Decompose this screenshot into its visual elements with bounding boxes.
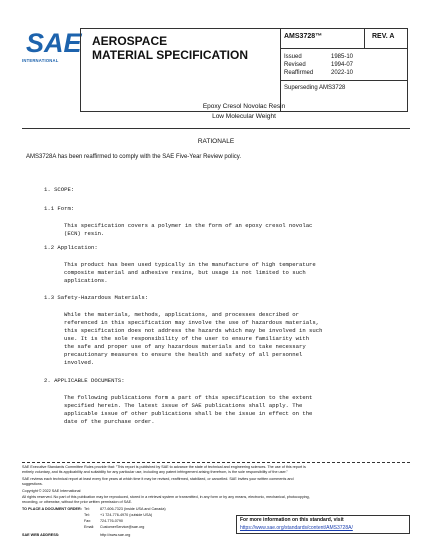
date-value-reaffirmed: 2022-10 bbox=[331, 70, 354, 76]
paragraph-line: While the materials, methods, applications, and processes described or bbox=[64, 311, 299, 318]
document-number: AMS3728™ bbox=[284, 33, 323, 40]
rationale-heading: RATIONALE bbox=[197, 138, 235, 145]
web-link[interactable]: http://www.sae.org bbox=[100, 533, 131, 537]
paragraph-line: involved. bbox=[64, 359, 95, 366]
paragraph-line: use. It is the sole responsibility of the user to ensure familiarity with bbox=[64, 335, 310, 342]
sae-logo bbox=[26, 22, 82, 60]
footer-text: entirely voluntary, and its applicability and suitability for any particular use, including any patent infringement arising therefrom, is the sole responsibility of the user." bbox=[22, 470, 288, 474]
paragraph-line: This product has been used typically in the manufacture of high temperature bbox=[64, 261, 316, 268]
subject-line1: Epoxy Cresol Novolac Resin bbox=[202, 103, 286, 110]
paragraph-line: applicable issue of other publications shall be the issue in effect on the bbox=[64, 410, 313, 417]
superseding-note: Superseding AMS3728 bbox=[284, 85, 346, 91]
rationale-text: AMS3728A has been reaffirmed to comply with the SAE Five-Year Review policy. bbox=[26, 154, 241, 160]
paragraph-line: The following publications form a part of this specification to the extent bbox=[64, 394, 313, 401]
info-text: For more information on this standard, visit bbox=[240, 517, 344, 523]
logo-subtitle: INTERNATIONAL bbox=[22, 58, 59, 63]
web-label: SAE WEB ADDRESS: bbox=[22, 533, 60, 537]
footer-text: SAE Executive Standards Committee Rules provide that: "This report is published by SAE to advance the state of technical and engineering sciences. The use of this report is bbox=[22, 465, 306, 469]
paragraph-line: specified herein. The latest issue of SAE publications shall apply. The bbox=[64, 402, 303, 409]
footer-divider bbox=[22, 462, 410, 464]
paragraph-line: the safe and proper use of any hazardous materials and to take necessary bbox=[64, 343, 306, 350]
standard-link[interactable]: https://www.sae.org/standards/content/AMS3728A/ bbox=[240, 525, 353, 531]
section-heading: 1.1 Form: bbox=[44, 205, 75, 212]
tel-value: +1 724-776-4970 (outside USA) bbox=[100, 513, 153, 517]
divider bbox=[22, 128, 410, 129]
fax-label: Fax: bbox=[84, 519, 92, 523]
revision-label: REV. A bbox=[372, 33, 395, 40]
tel-label: Tel: bbox=[84, 513, 90, 517]
section-heading: 2. APPLICABLE DOCUMENTS: bbox=[44, 377, 125, 384]
date-value-revised: 1994-07 bbox=[331, 62, 354, 68]
spec-title-line2: MATERIAL SPECIFICATION bbox=[92, 48, 248, 62]
paragraph-line: composite material and adhesive resins, but usage is not limited to such bbox=[64, 269, 306, 276]
section-heading: 1.3 Safety-Hazardous Materials: bbox=[44, 294, 149, 301]
divider bbox=[280, 28, 281, 112]
order-label: TO PLACE A DOCUMENT ORDER: bbox=[22, 507, 82, 511]
footer-text: SAE reviews each technical report at least every five years at which time it may be revised, reaffirmed, stabilized, or cancelled. SAE invites your written comments and bbox=[22, 477, 294, 481]
footer-text: suggestions. bbox=[22, 482, 43, 486]
date-label-reaffirmed: Reaffirmed bbox=[284, 70, 314, 76]
date-value-issued: 1985-10 bbox=[331, 54, 354, 60]
section-heading: 1. SCOPE: bbox=[44, 186, 75, 193]
email-link[interactable]: CustomerService@sae.org bbox=[100, 525, 145, 529]
divider bbox=[364, 28, 365, 48]
footer-text: recording, or otherwise, without the prior written permission of SAE. bbox=[22, 500, 133, 504]
fax-value: 724-776-0790 bbox=[100, 519, 123, 523]
tel-label: Tel: bbox=[84, 507, 90, 511]
logo-text: SAE bbox=[26, 28, 82, 58]
date-label-issued: Issued bbox=[284, 54, 302, 60]
date-label-revised: Revised bbox=[284, 62, 306, 68]
divider bbox=[280, 80, 408, 81]
paragraph-line: This specification covers a polymer in the form of an epoxy cresol novolac bbox=[64, 222, 313, 229]
copyright: Copyright © 2022 SAE International bbox=[22, 489, 81, 493]
paragraph-line: (ECN) resin. bbox=[64, 230, 105, 237]
spec-title-line1: AEROSPACE bbox=[92, 34, 168, 48]
footer-text: All rights reserved. No part of this publication may be reproduced, stored in a retrieval system or transmitted, in any form or by any means, electronic, mechanical, photocopying, bbox=[22, 495, 310, 499]
paragraph-line: applications. bbox=[64, 277, 108, 284]
email-label: Email: bbox=[84, 525, 95, 529]
divider bbox=[280, 48, 408, 49]
subject-line2: Low Molecular Weight bbox=[212, 113, 276, 120]
section-heading: 1.2 Application: bbox=[44, 244, 98, 251]
paragraph-line: referenced in this specification may involve the use of hazardous materials, bbox=[64, 319, 320, 326]
paragraph-line: precautionary measures to ensure the health and safety of all personnel bbox=[64, 351, 303, 358]
paragraph-line: this specification does not address the hazards which may be involved in such bbox=[64, 327, 323, 334]
tel-value: 877-606-7323 (inside USA and Canada) bbox=[100, 507, 166, 511]
paragraph-line: date of the purchase order. bbox=[64, 418, 155, 425]
